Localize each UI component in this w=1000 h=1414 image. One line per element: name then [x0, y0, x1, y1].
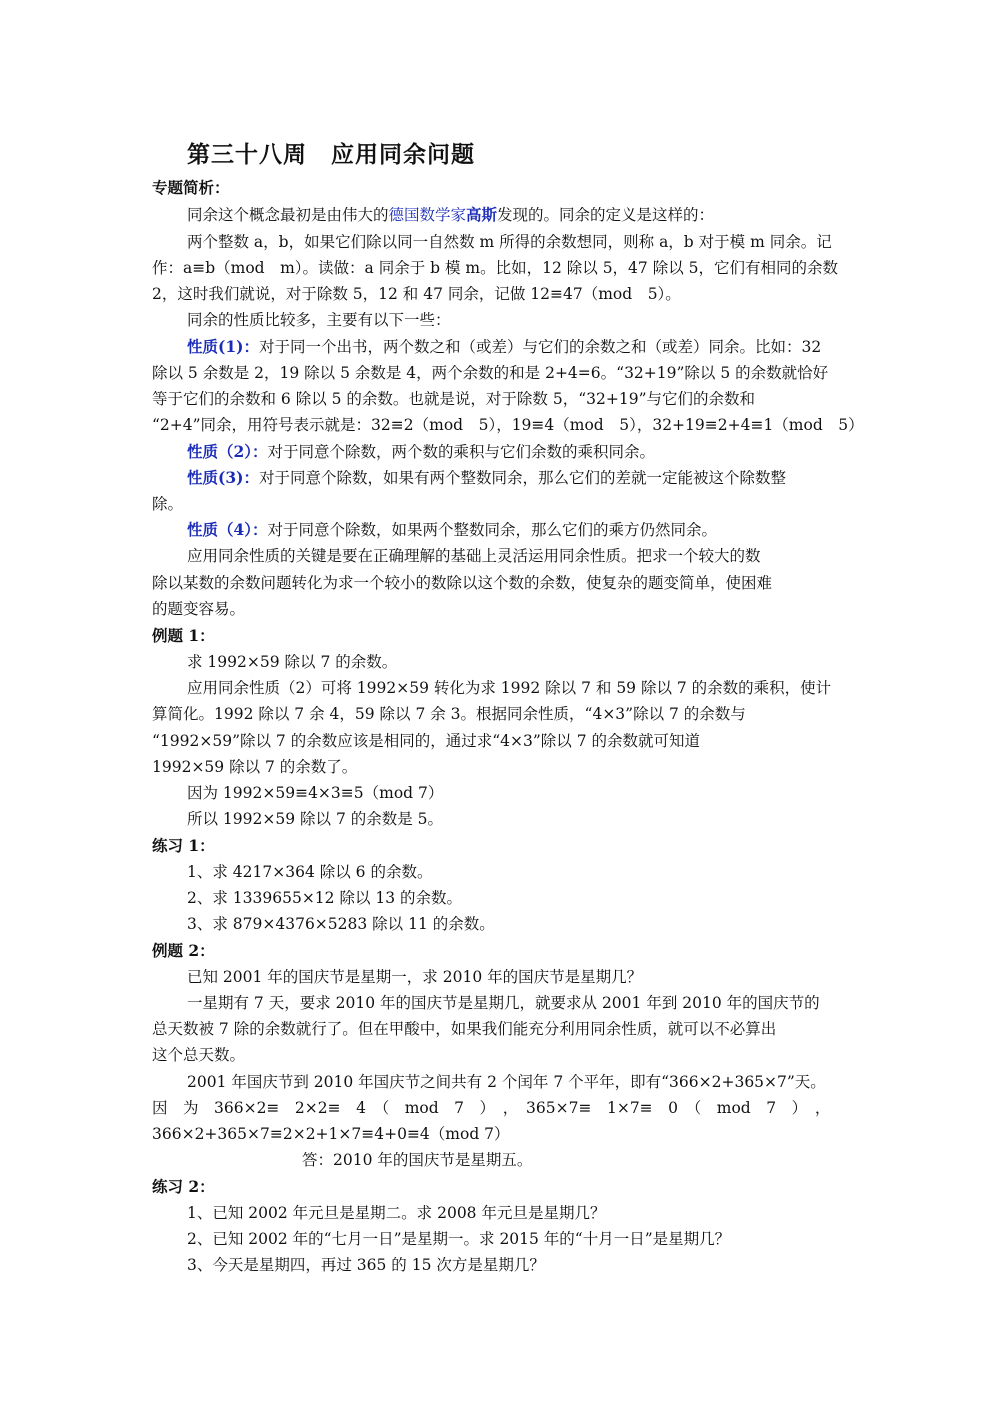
practice-item: 2、求 1339655×12 除以 13 的余数。	[187, 889, 463, 907]
gauss-name[interactable]: 高斯	[466, 205, 498, 224]
practice-item: 3、求 879×4376×5283 除以 11 的余数。	[187, 915, 495, 933]
example-solution-line: 1992×59 除以 7 的余数了。	[152, 758, 358, 776]
example-solution-line: 应用同余性质（2）可将 1992×59 转化为求 1992 除以 7 和 59 除以 7 的余数的乘积，使计	[187, 679, 832, 697]
property-text: 对于同一个出书，两个数之和（或差）与它们的余数之和（或差）同余。比如：32	[258, 338, 822, 356]
practice-item: 1、已知 2002 年元旦是星期二。求 2008 年元旦是星期几？	[187, 1204, 606, 1222]
example-solution-line: 总天数被 7 除的余数就行了。但在甲酸中，如果我们能充分利用同余性质，就可以不必算出	[152, 1020, 777, 1038]
property-3	[187, 468, 786, 488]
example-solution-line: 算简化。1992 除以 7 余 4，59 除以 7 余 3。根据同余性质，“4×3”除以 7 的余数与	[152, 705, 746, 723]
example-solution-line: “1992×59”除以 7 的余数应该是相同的，通过求“4×3”除以 7 的余数就可知道	[152, 732, 700, 750]
intro-heading: 专题简析：	[152, 178, 230, 197]
property-label: 性质(3)：	[187, 468, 259, 487]
example-2-heading: 例题 2：	[152, 941, 215, 960]
intro-text-b: 发现的。同余的定义是这样的：	[497, 206, 715, 224]
property-text-line: 等于它们的余数和 6 除以 5 的余数。也就是说，对于除数 5，“32+19”与它们的余数和	[152, 390, 756, 408]
practice-1-heading: 练习 1：	[152, 836, 215, 855]
intro-text-a: 同余这个概念最初是由伟大的	[187, 206, 389, 224]
page-title: 第三十八周 应用同余问题	[187, 141, 475, 168]
property-label: 性质（2）：	[187, 442, 268, 461]
property-text-line: “2+4”同余，用符号表示就是：32≡2（mod 5），19≡4（mod 5），32+19≡2+4≡1（mod 5）	[152, 416, 864, 434]
example-question: 已知 2001 年的国庆节是星期一，求 2010 年的国庆节是星期几？	[187, 968, 643, 986]
property-4	[187, 520, 717, 540]
example-solution-line: 所以 1992×59 除以 7 的余数是 5。	[187, 810, 444, 828]
example-solution-line: 366×2+365×7≡2×2+1×7≡4+0≡4（mod 7）	[152, 1125, 510, 1143]
property-text: 对于同意个除数，如果两个整数同余，那么它们的乘方仍然同余。	[267, 521, 718, 539]
definition-line: 作：a≡b（mod m）。读做：a 同余于 b 模 m。比如，12 除以 5，47 除以 5，它们有相同的余数	[152, 259, 838, 277]
definition-line: 两个整数 a，b，如果它们除以同一自然数 m 所得的余数想同，则称 a，b 对于模 m 同余。记	[187, 233, 832, 251]
key-paragraph-line: 除以某数的余数问题转化为求一个较小的数除以这个数的余数，使复杂的题变简单，使困难	[152, 574, 773, 592]
property-1	[187, 337, 821, 357]
property-text: 对于同意个除数，两个数的乘积与它们余数的乘积同余。	[267, 443, 656, 461]
example-solution-line: 因 为 366×2≡ 2×2≡ 4 （ mod 7 ） ， 365×7≡ 1×7≡ 0 （ mod 7 ） ，	[152, 1099, 831, 1117]
practice-item: 2、已知 2002 年的“七月一日”是星期一。求 2015 年的“十月一日”是星期几？	[187, 1230, 731, 1248]
property-text: 对于同意个除数，如果有两个整数同余，那么它们的差就一定能被这个除数整	[258, 469, 786, 487]
properties-intro: 同余的性质比较多，主要有以下一些：	[187, 311, 451, 329]
practice-item: 3、今天是星期四，再过 365 的 15 次方是星期几？	[187, 1256, 545, 1274]
property-text-line: 除。	[152, 495, 184, 513]
example-solution-line: 2001 年国庆节到 2010 年国庆节之间共有 2 个闰年 7 个平年，即有“366×2+365×7”天。	[187, 1073, 826, 1091]
property-label: 性质(1)：	[187, 337, 259, 356]
example-solution-line: 一星期有 7 天，要求 2010 年的国庆节是星期几，就要求从 2001 年到 2010 年的国庆节的	[187, 994, 820, 1012]
example-solution-line: 这个总天数。	[152, 1046, 246, 1064]
example-solution-line: 因为 1992×59≡4×3≡5（mod 7）	[187, 784, 444, 802]
practice-item: 1、求 4217×364 除以 6 的余数。	[187, 863, 433, 881]
property-2	[187, 442, 655, 462]
property-label: 性质（4）：	[187, 520, 268, 539]
example-answer: 答：2010 年的国庆节是星期五。	[302, 1151, 533, 1169]
key-paragraph-line: 应用同余性质的关键是要在正确理解的基础上灵活运用同余性质。把求一个较大的数	[187, 547, 761, 565]
example-1-heading: 例题 1：	[152, 626, 215, 645]
practice-2-heading: 练习 2：	[152, 1177, 215, 1196]
gauss-link[interactable]: 德国数学家	[388, 206, 467, 224]
property-text-line: 除以 5 余数是 2，19 除以 5 余数是 4，两个余数的和是 2+4=6。“32+19”除以 5 的余数就恰好	[152, 364, 829, 382]
intro-line	[187, 205, 714, 225]
definition-line: 2，这时我们就说，对于除数 5，12 和 47 同余，记做 12≡47（mod 5）。	[152, 285, 681, 303]
example-question: 求 1992×59 除以 7 的余数。	[187, 653, 398, 671]
key-paragraph-line: 的题变容易。	[152, 600, 246, 618]
